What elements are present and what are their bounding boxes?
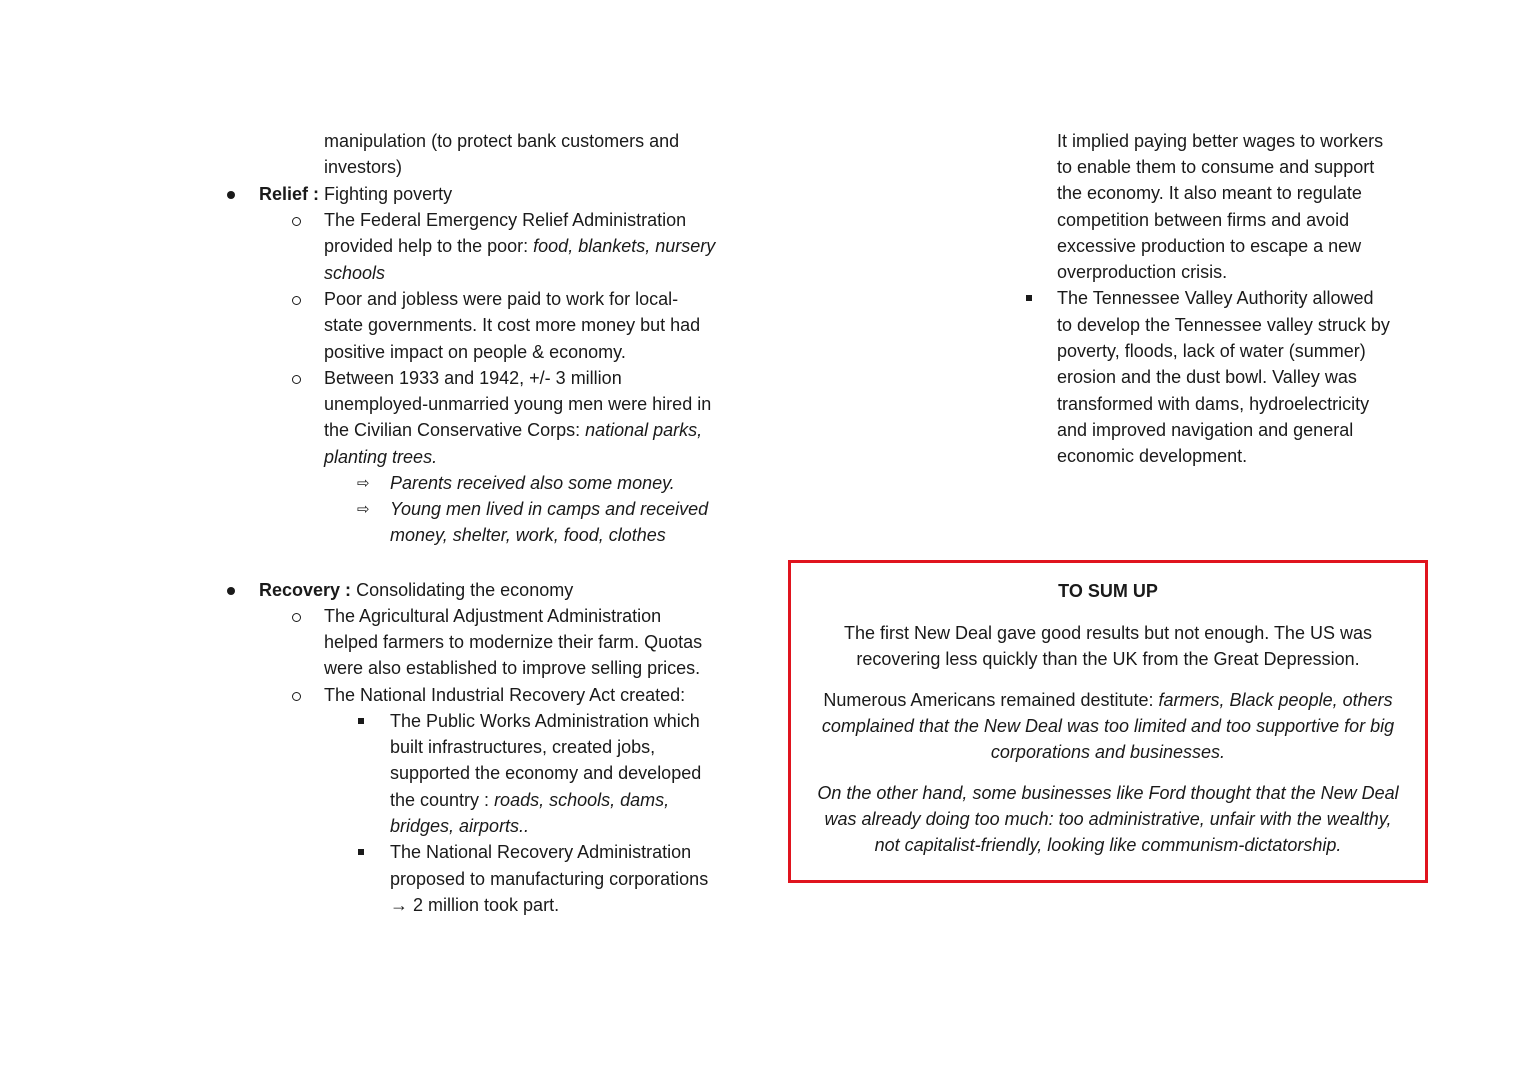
summary-para1-line-1: The first New Deal gave good results but not enough. The US was [844, 623, 1372, 643]
right-cont-line-5: excessive production to escape a new [1057, 236, 1362, 256]
relief-2-line-1: Poor and jobless were paid to work for local- [324, 289, 679, 309]
summary-para3-line-2: was already doing too much: too administrative, unfair with the wealthy, [824, 809, 1392, 829]
hollow-arrow-icon: ⇨ [357, 475, 370, 492]
tva-line-6: and improved navigation and general [1057, 420, 1354, 440]
tva-line-3: poverty, floods, lack of water (summer) [1057, 341, 1366, 361]
relief-2-line-3: positive impact on people & economy. [324, 342, 626, 362]
relief-subtitle: Fighting poverty [324, 184, 453, 204]
recovery-subtitle: Consolidating the economy [356, 580, 574, 600]
tva-line-7: economic development. [1057, 446, 1248, 466]
relief-3-sub-2-line-2: money, shelter, work, food, clothes [390, 525, 666, 545]
bullet-relief-1 [292, 217, 301, 226]
relief-1-line-3: schools [324, 263, 386, 283]
hollow-arrow-icon: ⇨ [357, 501, 370, 518]
relief-3-text: the Civilian Conservative Corps: [324, 420, 586, 440]
relief-3-sub-2-line-1: Young men lived in camps and received [390, 499, 709, 519]
summary-para2-line-1 [791, 687, 1425, 713]
recovery-1-line-1: The Agricultural Adjustment Administration [324, 606, 662, 626]
pwa-line-5: bridges, airports.. [390, 816, 530, 836]
tva-line-1: The Tennessee Valley Authority allowed [1057, 288, 1374, 308]
right-cont-line-2: to enable them to consume and support [1057, 157, 1375, 177]
relief-3-line-4: planting trees. [324, 447, 438, 467]
bullet-recovery [227, 587, 235, 595]
tva-line-4: erosion and the dust bowl. Valley was [1057, 367, 1357, 387]
nra-line-3: → 2 million took part. [390, 895, 560, 915]
relief-3-line-2: unemployed-unmarried young men were hired in [324, 394, 712, 414]
relief-1-line-2 [324, 233, 715, 259]
pwa-line-2: built infrastructures, created jobs, [390, 737, 656, 757]
recovery-1-line-3: were also established to improve selling prices. [324, 658, 701, 678]
summary-para2-line-2: complained that the New Deal was too limited and too supportive for big [821, 716, 1395, 736]
pwa-line-3: supported the economy and developed [390, 763, 702, 783]
right-cont-line-1: It implied paying better wages to workers [1057, 131, 1384, 151]
intro-line-2: investors) [324, 157, 403, 177]
bullet-relief-3 [292, 375, 301, 384]
summary-para3-line-1: On the other hand, some businesses like Ford thought that the New Deal [817, 783, 1399, 803]
tva-line-2: to develop the Tennessee valley struck by [1057, 315, 1390, 335]
relief-3-line-1: Between 1933 and 1942, +/- 3 million [324, 368, 622, 388]
right-cont-line-3: the economy. It also meant to regulate [1057, 183, 1362, 203]
bullet-relief [227, 191, 235, 199]
recovery-2-line-1: The National Industrial Recovery Act created: [324, 685, 686, 705]
summary-para2-line-3: corporations and businesses. [990, 742, 1226, 762]
summary-box [788, 560, 1428, 883]
pwa-line-1: The Public Works Administration which [390, 711, 700, 731]
recovery-1-line-2: helped farmers to modernize their farm. Quotas [324, 632, 703, 652]
intro-line-1: manipulation (to protect bank customers and [324, 131, 680, 151]
relief-3-line-3 [324, 417, 702, 443]
right-cont-line-4: competition between firms and avoid [1057, 210, 1350, 230]
summary-para2-text: Numerous Americans remained destitute: [823, 690, 1159, 710]
pwa-examples: roads, schools, dams, [494, 790, 670, 810]
relief-1-text: provided help to the poor: [324, 236, 534, 256]
nra-line-2: proposed to manufacturing corporations [390, 869, 709, 889]
relief-1-examples: food, blankets, nursery [533, 236, 716, 256]
tva-line-5: transformed with dams, hydroelectricity [1057, 394, 1370, 414]
relief-heading-line [259, 181, 452, 207]
right-cont-line-6: overproduction crisis. [1057, 262, 1228, 282]
bullet-tva [1026, 295, 1032, 301]
bullet-relief-2 [292, 296, 301, 305]
relief-3-sub-1: Parents received also some money. [390, 473, 675, 493]
summary-para1-line-2: recovering less quickly than the UK from the Great Depression. [856, 649, 1360, 669]
pwa-text: the country : [390, 790, 495, 810]
summary-title: TO SUM UP [1058, 581, 1158, 601]
bullet-recovery-2 [292, 692, 301, 701]
recovery-heading-line [259, 577, 573, 603]
relief-2-line-2: state governments. It cost more money but had [324, 315, 701, 335]
relief-heading: Relief : [259, 184, 320, 204]
relief-1-line-1: The Federal Emergency Relief Administration [324, 210, 687, 230]
pwa-line-4 [390, 787, 669, 813]
summary-para3-line-3: not capitalist-friendly, looking like communism-dictatorship. [874, 835, 1342, 855]
relief-3-examples: national parks, [585, 420, 703, 440]
bullet-nra [358, 849, 364, 855]
nra-line-1: The National Recovery Administration [390, 842, 692, 862]
summary-para2-examples: farmers, Black people, others [1158, 690, 1393, 710]
recovery-heading: Recovery : [259, 580, 352, 600]
bullet-recovery-1 [292, 613, 301, 622]
bullet-pwa [358, 718, 364, 724]
